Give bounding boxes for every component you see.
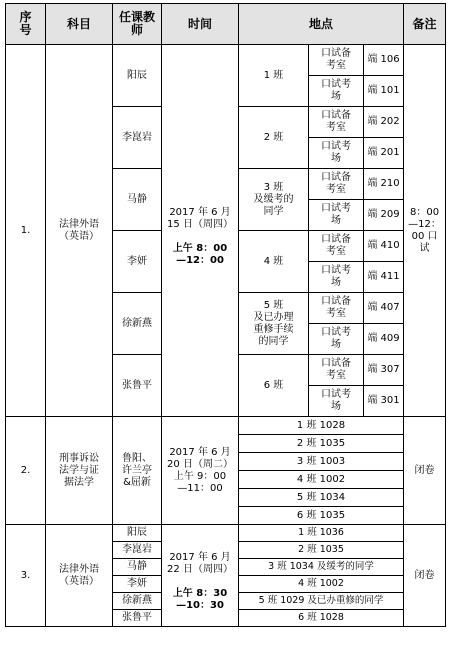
room-type-exam: 口试考 场 bbox=[309, 76, 364, 107]
group2-remark: 闭卷 bbox=[404, 417, 446, 525]
group1-time bbox=[162, 45, 239, 417]
group1-no: 1. bbox=[6, 45, 46, 417]
header-time: 时间 bbox=[162, 4, 239, 45]
group1-class: 2 班 bbox=[239, 107, 309, 169]
room-number: 端 210 bbox=[364, 169, 404, 200]
room-number: 端 202 bbox=[364, 107, 404, 138]
group1-teacher: 马静 bbox=[113, 169, 162, 231]
table-row bbox=[6, 45, 446, 76]
header-no: 序 号 bbox=[6, 4, 46, 45]
group2-teachers: 鲁阳、 许兰亭 &屈新 bbox=[113, 417, 162, 525]
group3-time bbox=[162, 525, 239, 627]
group1-class: 1 班 bbox=[239, 45, 309, 107]
group3-teacher: 李崑岩 bbox=[113, 542, 162, 559]
exam-schedule-sheet bbox=[5, 3, 446, 627]
room-number: 端 407 bbox=[364, 293, 404, 324]
group1-teacher: 徐新燕 bbox=[113, 293, 162, 355]
room-assignment: 2 班 1035 bbox=[239, 542, 404, 559]
group3-no: 3. bbox=[6, 525, 46, 627]
group1-time-date: 2017 年 6 月 15 日（周四） bbox=[167, 206, 233, 230]
group2-time: 2017 年 6 月 20 日（周二） 上午 9：00 —11：00 bbox=[162, 417, 239, 525]
group3-teacher: 阳辰 bbox=[113, 525, 162, 542]
group3-teacher: 马静 bbox=[113, 559, 162, 576]
header-teacher: 任课教 师 bbox=[113, 4, 162, 45]
room-number: 端 411 bbox=[364, 262, 404, 293]
header-row bbox=[6, 4, 446, 45]
group3-teacher: 李妍 bbox=[113, 576, 162, 593]
room-number: 端 409 bbox=[364, 324, 404, 355]
group1-subject: 法律外语 （英语） bbox=[46, 45, 113, 417]
table-row bbox=[6, 417, 446, 435]
group1-teacher: 张鲁平 bbox=[113, 355, 162, 417]
group1-class: 5 班 及已办理 重修手续 的同学 bbox=[239, 293, 309, 355]
room-assignment: 5 班 1029 及已办重修的同学 bbox=[239, 593, 404, 610]
group1-class: 3 班 及缓考的 同学 bbox=[239, 169, 309, 231]
room-assignment: 5 班 1034 bbox=[239, 489, 404, 507]
room-assignment: 3 班 1034 及缓考的同学 bbox=[239, 559, 404, 576]
group3-teacher: 张鲁平 bbox=[113, 610, 162, 627]
group1-teacher: 阳辰 bbox=[113, 45, 162, 107]
room-assignment: 1 班 1028 bbox=[239, 417, 404, 435]
group1-class: 4 班 bbox=[239, 231, 309, 293]
room-number: 端 209 bbox=[364, 200, 404, 231]
room-assignment: 6 班 1035 bbox=[239, 507, 404, 525]
room-assignment: 2 班 1035 bbox=[239, 435, 404, 453]
exam-schedule-table bbox=[5, 3, 446, 627]
group1-teacher: 李崑岩 bbox=[113, 107, 162, 169]
header-location: 地点 bbox=[239, 4, 404, 45]
room-assignment: 1 班 1036 bbox=[239, 525, 404, 542]
room-type-exam: 口试考 场 bbox=[309, 200, 364, 231]
room-number: 端 307 bbox=[364, 355, 404, 386]
group1-remark: 8：00 —12： 00 口 试 bbox=[404, 45, 446, 417]
room-type-prep: 口试备 考室 bbox=[309, 169, 364, 200]
room-type-exam: 口试考 场 bbox=[309, 138, 364, 169]
room-assignment: 4 班 1002 bbox=[239, 471, 404, 489]
room-number: 端 201 bbox=[364, 138, 404, 169]
room-type-exam: 口试考 场 bbox=[309, 324, 364, 355]
group1-class: 6 班 bbox=[239, 355, 309, 417]
room-type-prep: 口试备 考室 bbox=[309, 107, 364, 138]
room-type-exam: 口试考 场 bbox=[309, 262, 364, 293]
group1-time-hours: 上午 8：00 —12：00 bbox=[172, 242, 228, 266]
room-type-prep: 口试备 考室 bbox=[309, 231, 364, 262]
room-type-prep: 口试备 考室 bbox=[309, 355, 364, 386]
header-remark: 备注 bbox=[404, 4, 446, 45]
table-row bbox=[6, 525, 446, 542]
group3-remark: 闭卷 bbox=[404, 525, 446, 627]
group3-teacher: 徐新燕 bbox=[113, 593, 162, 610]
room-number: 端 301 bbox=[364, 386, 404, 417]
group3-subject: 法律外语 （英语） bbox=[46, 525, 113, 627]
room-assignment: 3 班 1003 bbox=[239, 453, 404, 471]
group3-time-date: 2017 年 6 月 22 日（周四） bbox=[167, 551, 233, 575]
header-subject: 科目 bbox=[46, 4, 113, 45]
group2-subject: 刑事诉讼 法学与证 据法学 bbox=[46, 417, 113, 525]
room-number: 端 410 bbox=[364, 231, 404, 262]
room-number: 端 101 bbox=[364, 76, 404, 107]
room-type-prep: 口试备 考室 bbox=[309, 293, 364, 324]
room-type-exam: 口试考 场 bbox=[309, 386, 364, 417]
room-type-prep: 口试备 考室 bbox=[309, 45, 364, 76]
room-assignment: 6 班 1028 bbox=[239, 610, 404, 627]
group2-no: 2. bbox=[6, 417, 46, 525]
group1-teacher: 李妍 bbox=[113, 231, 162, 293]
room-assignment: 4 班 1002 bbox=[239, 576, 404, 593]
group3-time-hours: 上午 8：30 —10：30 bbox=[172, 587, 228, 611]
room-number: 端 106 bbox=[364, 45, 404, 76]
